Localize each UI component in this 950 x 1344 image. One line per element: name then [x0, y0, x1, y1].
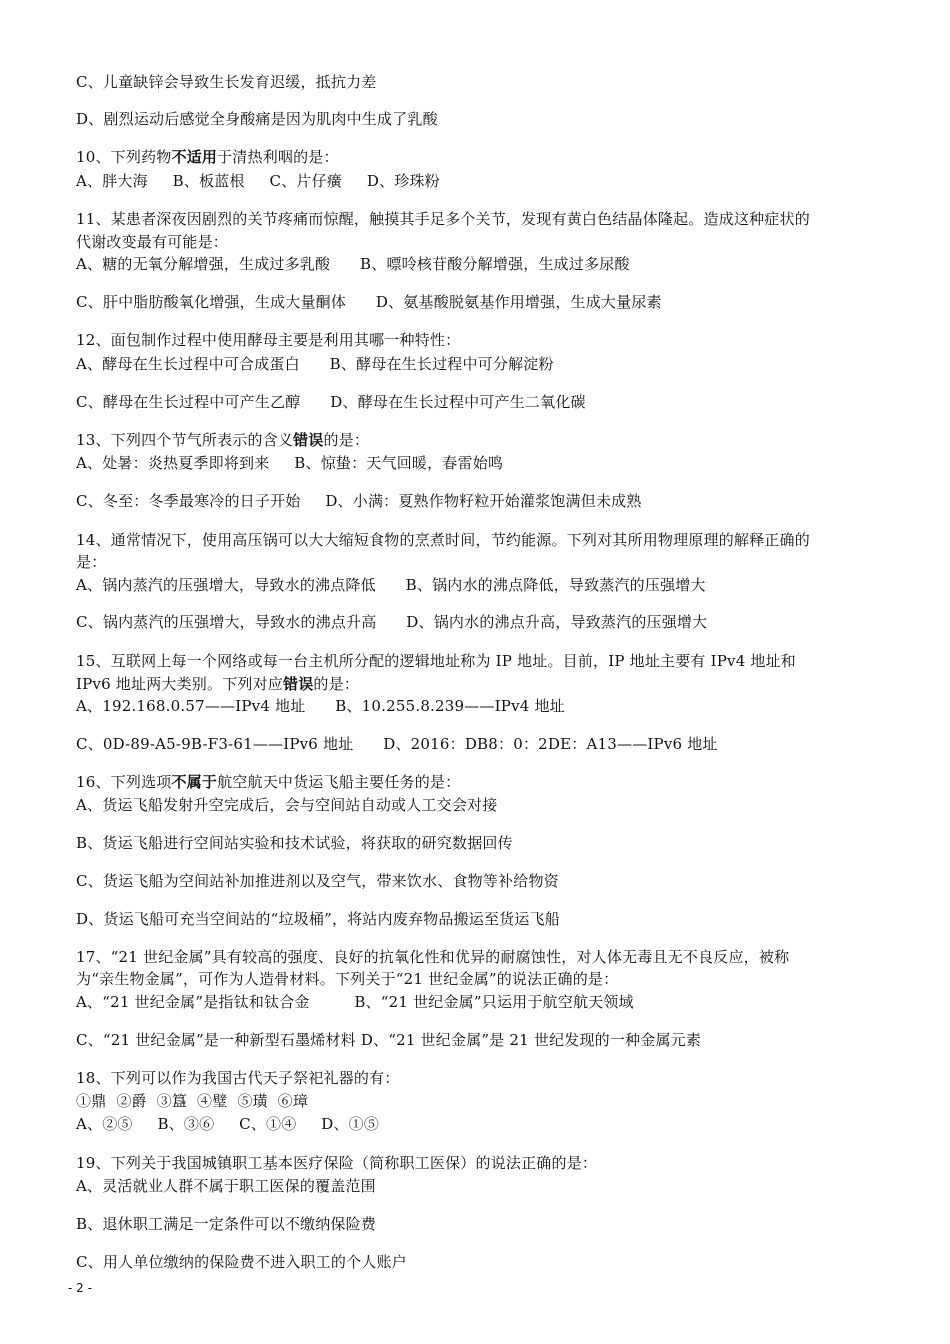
q15-keyword: 错误: [283, 675, 314, 693]
q10-keyword: 不适用: [171, 148, 218, 166]
q9-option-d: D、剧烈运动后感觉全身酸痛是因为肌肉中生成了乳酸: [76, 110, 438, 128]
q15-options-ab: A、192.168.0.57——IPv4 地址 B、10.255.8.239——IPv4 地址: [76, 697, 565, 715]
q18-options: A、②⑤ B、③⑥ C、①④ D、①⑤: [76, 1115, 380, 1133]
q12-options-ab: A、酵母在生长过程中可合成蛋白 B、酵母在生长过程中可分解淀粉: [76, 355, 554, 373]
question-17-line-1: 17、“21 世纪金属”具有较高的强度、良好的抗氧化性和优异的耐腐蚀性，对人体无毒且无不良反应，被称: [76, 948, 790, 966]
q19-option-a: A、灵活就业人群不属于职工医保的覆盖范围: [76, 1177, 376, 1195]
q15-stem-end: 的是：: [313, 675, 360, 693]
q15-options-cd: C、0D-89-A5-9B-F3-61——IPv6 地址 D、2016：DB8：0：2DE：A13——IPv6 地址: [76, 735, 718, 753]
q13-keyword: 错误: [293, 431, 324, 449]
question-11-line-1: 11、某患者深夜因剧烈的关节疼痛而惊醒，触摸其手足多个关节，发现有黄白色结晶体隆起。造成这种症状的: [76, 210, 810, 228]
q19-option-b: B、退休职工满足一定条件可以不缴纳保险费: [76, 1215, 377, 1233]
q18-items: ①鼎 ②爵 ③簋 ④璧 ⑤璜 ⑥璋: [76, 1092, 309, 1110]
question-16: [76, 772, 460, 792]
page-number: - 2 -: [68, 1281, 92, 1295]
q15-stem-start: IPv6 地址两大类别。下列对应: [76, 675, 284, 693]
q11-options-cd: C、肝中脂肪酸氧化增强，生成大量酮体 D、氨基酸脱氨基作用增强，生成大量尿素: [76, 293, 662, 311]
q9-option-c: C、儿童缺锌会导致生长发育迟缓，抵抗力差: [76, 73, 377, 91]
q16-option-c: C、货运飞船为空间站补加推进剂以及空气，带来饮水、食物等补给物资: [76, 872, 559, 890]
q10-stem-start: 10、下列药物: [76, 148, 172, 166]
q16-keyword: 不属于: [171, 773, 218, 791]
question-14-line-1: 14、通常情况下，使用高压锅可以大大缩短食物的烹煮时间，节约能源。下列对其所用物理原理的解释正确的: [76, 531, 810, 549]
q14-options-cd: C、锅内蒸汽的压强增大，导致水的沸点升高 D、锅内水的沸点升高，导致蒸汽的压强增大: [76, 613, 708, 631]
question-18: 18、下列可以作为我国古代天子祭祀礼器的有：: [76, 1069, 400, 1087]
q16-stem-end: 航空航天中货运飞船主要任务的是：: [217, 773, 461, 791]
q16-option-d: D、货运飞船可充当空间站的“垃圾桶”，将站内废弃物品搬运至货运飞船: [76, 910, 560, 928]
q12-options-cd: C、酵母在生长过程中可产生乙醇 D、酵母在生长过程中可产生二氧化碳: [76, 393, 586, 411]
question-13: [76, 430, 369, 450]
q16-stem-start: 16、下列选项: [76, 773, 172, 791]
question-15-line-1: 15、互联网上每一个网络或每一台主机所分配的逻辑地址称为 IP 地址。目前，IP 地址主要有 IPv4 地址和: [76, 652, 797, 670]
q17-options-cd: C、“21 世纪金属”是一种新型石墨烯材料 D、“21 世纪金属”是 21 世纪发现的一种金属元素: [76, 1031, 702, 1049]
q10-stem-end: 于清热利咽的是：: [217, 148, 339, 166]
question-14-line-2: 是：: [76, 553, 107, 571]
q10-options: A、胖大海 B、板蓝根 C、片仔癀 D、珍珠粉: [76, 172, 440, 190]
q13-options-ab: A、处暑：炎热夏季即将到来 B、惊蛰：天气回暖，春雷始鸣: [76, 454, 504, 472]
question-19: 19、下列关于我国城镇职工基本医疗保险（简称职工医保）的说法正确的是：: [76, 1154, 598, 1172]
q16-option-a: A、货运飞船发射升空完成后，会与空间站自动或人工交会对接: [76, 796, 498, 814]
question-12: 12、面包制作过程中使用酵母主要是利用其哪一种特性：: [76, 331, 461, 349]
question-11-line-2: 代谢改变最有可能是：: [76, 233, 229, 251]
question-17-line-2: 为“亲生物金属”，可作为人造骨材料。下列关于“21 世纪金属”的说法正确的是：: [76, 970, 619, 988]
q13-options-cd: C、冬至：冬季最寒冷的日子开始 D、小满：夏熟作物籽粒开始灌浆饱满但未成熟: [76, 492, 642, 510]
q16-option-b: B、货运飞船进行空间站实验和技术试验，将获取的研究数据回传: [76, 834, 513, 852]
q19-option-c: C、用人单位缴纳的保险费不进入职工的个人账户: [76, 1253, 407, 1271]
q11-options-ab: A、糖的无氧分解增强，生成过多乳酸 B、嘌呤核苷酸分解增强，生成过多尿酸: [76, 255, 630, 273]
q13-stem-end: 的是：: [323, 431, 370, 449]
q13-stem-start: 13、下列四个节气所表示的含义: [76, 431, 294, 449]
question-15-line-2: [76, 674, 359, 694]
q14-options-ab: A、锅内蒸汽的压强增大，导致水的沸点降低 B、锅内水的沸点降低，导致蒸汽的压强增大: [76, 576, 706, 594]
question-10: [76, 147, 339, 167]
q17-options-ab: A、“21 世纪金属”是指钛和钛合金 B、“21 世纪金属”只运用于航空航天领域: [76, 993, 634, 1011]
